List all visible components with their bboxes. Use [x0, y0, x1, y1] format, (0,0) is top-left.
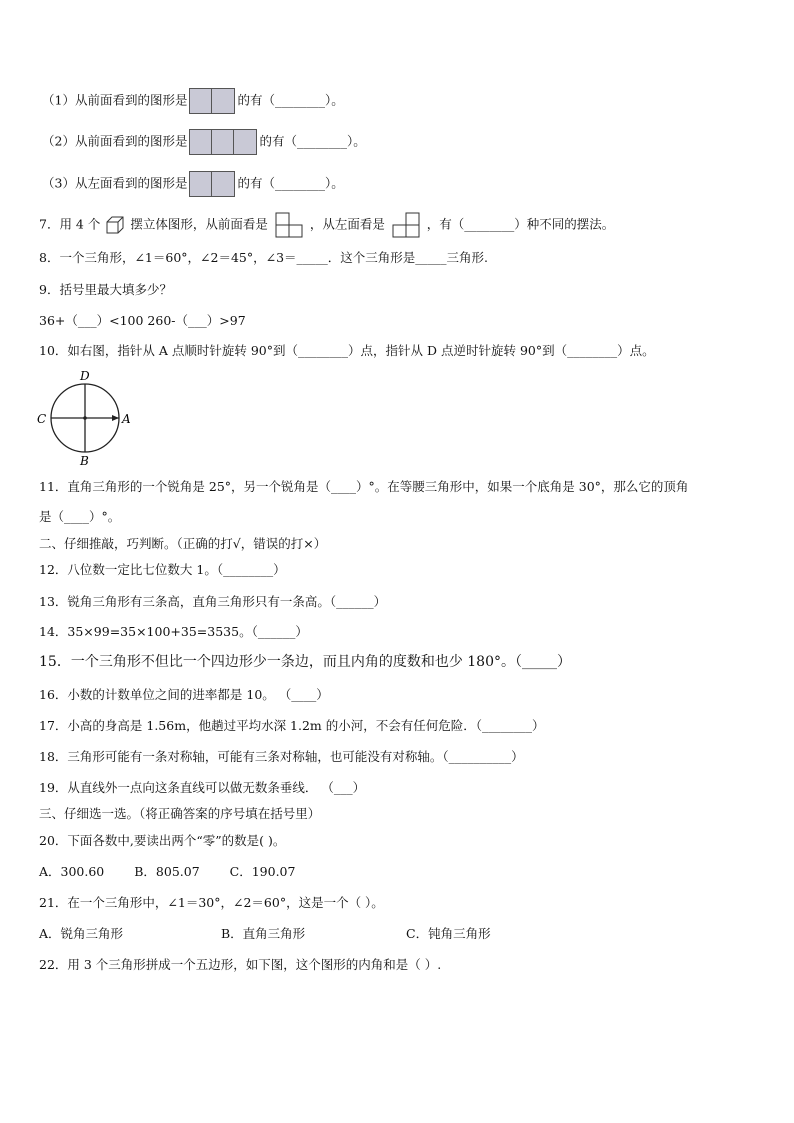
question-16: 16．小数的计数单位之间的进率都是 10。 （____） [39, 687, 329, 702]
two-square-left-view [189, 171, 235, 197]
label-d: D [80, 369, 90, 383]
question-10: 10．如右图，指针从 A 点顺时针旋转 90°到（________）点，指针从 D 点逆时针旋转 90°到（________）点。 [39, 343, 655, 358]
q6-part1: （1）从前面看到的图形是 的有（________）。 [42, 88, 344, 114]
option-b: B．直角三角形 [221, 926, 306, 941]
question-18: 18．三角形可能有一条对称轴，可能有三条对称轴，也可能没有对称轴。（__________） [39, 749, 524, 764]
cube-icon [105, 215, 125, 235]
option-c: C．钝角三角形 [406, 926, 491, 941]
question-7: 7．用 4 个 摆立体图形，从前面看是 ，从左面看是 ，有（________）种不同的摆法。 [39, 212, 614, 238]
question-20: 20．下面各数中,要读出两个“零”的数是( )。 [39, 833, 286, 848]
question-12: 12．八位数一定比七位数大 1。（________） [39, 562, 286, 577]
label-b: B [80, 454, 89, 468]
question-8: 8．一个三角形，∠1＝60°，∠2＝45°，∠3＝_____．这个三角形是_____三角形. [39, 250, 489, 265]
question-11: 11．直角三角形的一个锐角是 25°，另一个锐角是（____）°。在等腰三角形中，如果一个底角是 30°，那么它的顶角 [39, 479, 689, 494]
question-19: 19．从直线外一点向这条直线可以做无数条垂线． （___） [39, 780, 366, 795]
front-view-grid-icon [275, 212, 303, 238]
option-a: A．300.60 [39, 864, 105, 879]
center-point [83, 416, 87, 420]
question-20-options [39, 864, 295, 880]
question-9-expressions: 36+（___）<100 260-（___）>97 [39, 313, 246, 328]
option-b: B．805.07 [134, 864, 200, 879]
section-3-heading: 三、仔细选一选。（将正确答案的序号填在括号里） [39, 806, 321, 821]
left-view-grid-icon [392, 212, 420, 238]
option-a: A．锐角三角形 [39, 926, 124, 941]
q6-part3: （3）从左面看到的图形是 的有（________）。 [42, 171, 344, 197]
section-2-heading: 二、仔细推敲，巧判断。（正确的打√，错误的打×） [39, 536, 327, 551]
three-square-front-view [189, 129, 257, 155]
question-9: 9．括号里最大填多少？ [39, 282, 172, 297]
label-c: C [37, 412, 47, 426]
option-c: C．190.07 [229, 864, 296, 879]
question-17: 17．小高的身高是 1.56m，他趟过平均水深 1.2m 的小河，不会有任何危险．（________） [39, 718, 545, 733]
clock-circle-diagram [34, 368, 134, 468]
pointer-arrow-icon [112, 415, 119, 421]
question-22: 22．用 3 个三角形拼成一个五边形，如下图，这个图形的内角和是（ ）. [39, 957, 442, 972]
question-13: 13．锐角三角形有三条高，直角三角形只有一条高。（______） [39, 594, 387, 609]
question-11-cont: 是（____）°。 [39, 509, 121, 524]
question-14: 14．35×99=35×100+35=3535。（______） [39, 624, 308, 639]
q6-part2: （2）从前面看到的图形是 的有（________）。 [42, 129, 366, 155]
question-21: 21．在一个三角形中，∠1＝30°，∠2＝60°，这是一个（ ）。 [39, 895, 384, 910]
question-15: 15．一个三角形不但比一个四边形少一条边，而且内角的度数和也少 180°。（_____） [39, 654, 571, 670]
two-square-front-view [189, 88, 235, 114]
label-a: A [122, 412, 131, 426]
